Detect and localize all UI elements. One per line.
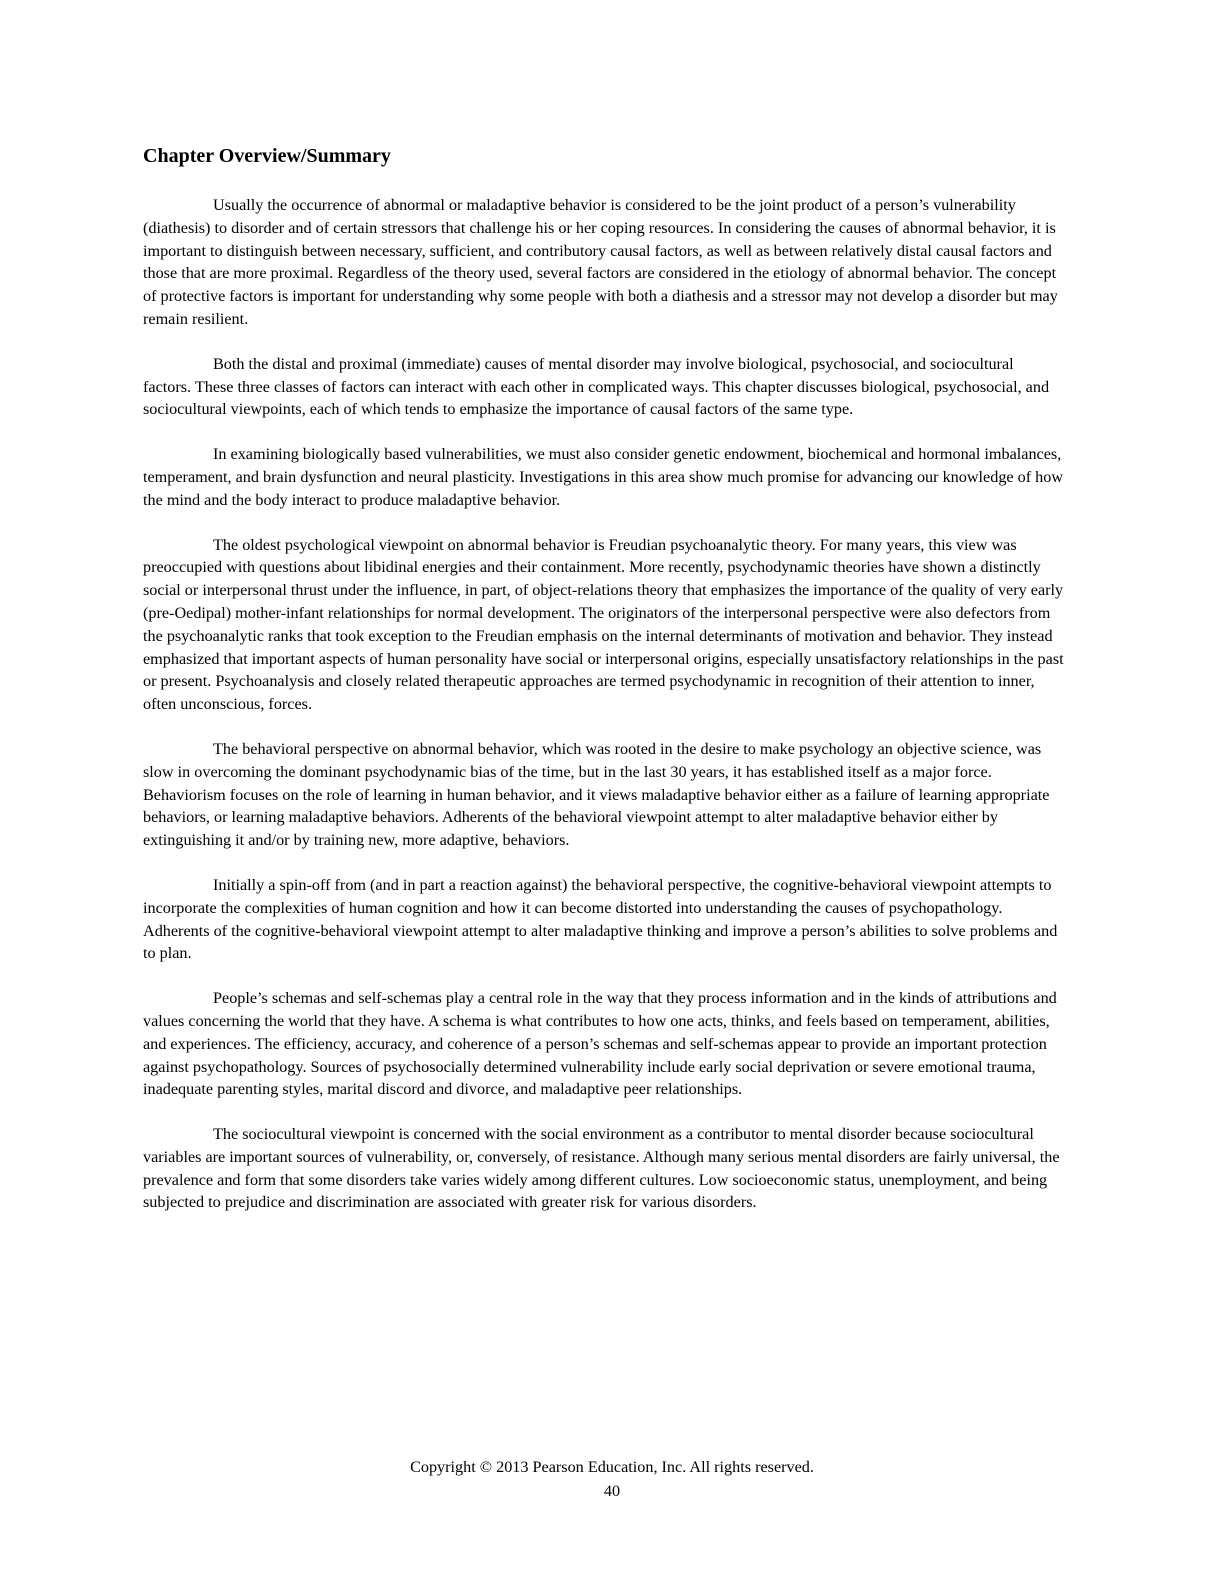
paragraph: Both the distal and proximal (immediate) causes of mental disorder may involve biological, psychosocial, and sociocultural factors. These three classes of factors can interact with each other in complicated ways. This chapter discusses biological, psychosocial, and sociocultural viewpoints, each of which tends to emphasize the importance of causal factors of the same type. [143, 354, 1050, 419]
chapter-heading: Chapter Overview/Summary [143, 145, 391, 167]
paragraph: Usually the occurrence of abnormal or maladaptive behavior is considered to be the joint product of a person’s vulnerability (diathesis) to disorder and of certain stressors that challenge his or her coping resources. In considering the causes of abnormal behavior, it is important to distinguish between necessary, sufficient, and contributory causal factors, as well as between relatively distal causal factors and those that are more proximal. Regardless of the theory used, several factors are considered in the etiology of abnormal behavior. The concept of protective factors is important for understanding why some people with both a diathesis and a stressor may not develop a disorder but may remain resilient. [143, 196, 1058, 328]
copyright-notice: Copyright © 2013 Pearson Education, Inc. All rights reserved. [410, 1458, 814, 1476]
paragraph: Initially a spin-off from (and in part a reaction against) the behavioral perspective, the cognitive-behavioral viewpoint attempts to incorporate the complexities of human cognition and how it can become distorted into understanding the causes of psychopathology. Adherents of the cognitive-behavioral viewpoint attempt to alter maladaptive thinking and improve a person’s abilities to solve problems and to plan. [143, 875, 1058, 963]
paragraph: People’s schemas and self-schemas play a central role in the way that they process information and in the kinds of attributions and values concerning the world that they have. A schema is what contributes to how one acts, thinks, and feels based on temperament, abilities, and experiences. The efficiency, accuracy, and coherence of a person’s schemas and self-schemas appear to provide an important protection against psychopathology. Sources of psychosocially determined vulnerability include early social deprivation or severe emotional trauma, inadequate parenting styles, marital discord and divorce, and maladaptive peer relationships. [143, 989, 1057, 1099]
paragraph: The oldest psychological viewpoint on abnormal behavior is Freudian psychoanalytic theory. For many years, this view was preoccupied with questions about libidinal energies and their containment. More recently, psychodynamic theories have shown a distinctly social or interpersonal thrust under the influence, in part, of object-relations theory that emphasizes the importance of the quality of very early (pre-Oedipal) mother-infant relationships for normal development. The originators of the interpersonal perspective were also defectors from the psychoanalytic ranks that took exception to the Freudian emphasis on the internal determinants of motivation and behavior. They instead emphasized that important aspects of human personality have social or interpersonal origins, especially unsatisfactory relationships in the past or present. Psychoanalysis and closely related therapeutic approaches are termed psychodynamic in recognition of their attention to inner, often unconscious, forces. [143, 535, 1064, 714]
paragraph: The sociocultural viewpoint is concerned with the social environment as a contributor to mental disorder because sociocultural variables are important sources of vulnerability, or, conversely, of resistance. Although many serious mental disorders are fairly universal, the prevalence and form that some disorders take varies widely among different cultures. Low socioeconomic status, unemployment, and being subjected to prejudice and discrimination are associated with greater risk for various disorders. [143, 1125, 1060, 1212]
page-number: 40 [603, 1482, 621, 1500]
summary-body [143, 194, 1065, 1236]
paragraph: The behavioral perspective on abnormal behavior, which was rooted in the desire to make psychology an objective science, was slow in overcoming the dominant psychodynamic bias of the time, but in the last 30 years, it has established itself as a major force. Behaviorism focuses on the role of learning in human behavior, and it views maladaptive behavior either as a failure of learning appropriate behaviors, or learning maladaptive behaviors. Adherents of the behavioral viewpoint attempt to alter maladaptive behavior either by extinguishing it and/or by training new, more adaptive, behaviors. [143, 739, 1050, 850]
paragraph: In examining biologically based vulnerabilities, we must also consider genetic endowment, biochemical and hormonal imbalances, temperament, and brain dysfunction and neural plasticity. Investigations in this area show much promise for advancing our knowledge of how the mind and the body interact to produce maladaptive behavior. [143, 445, 1064, 509]
